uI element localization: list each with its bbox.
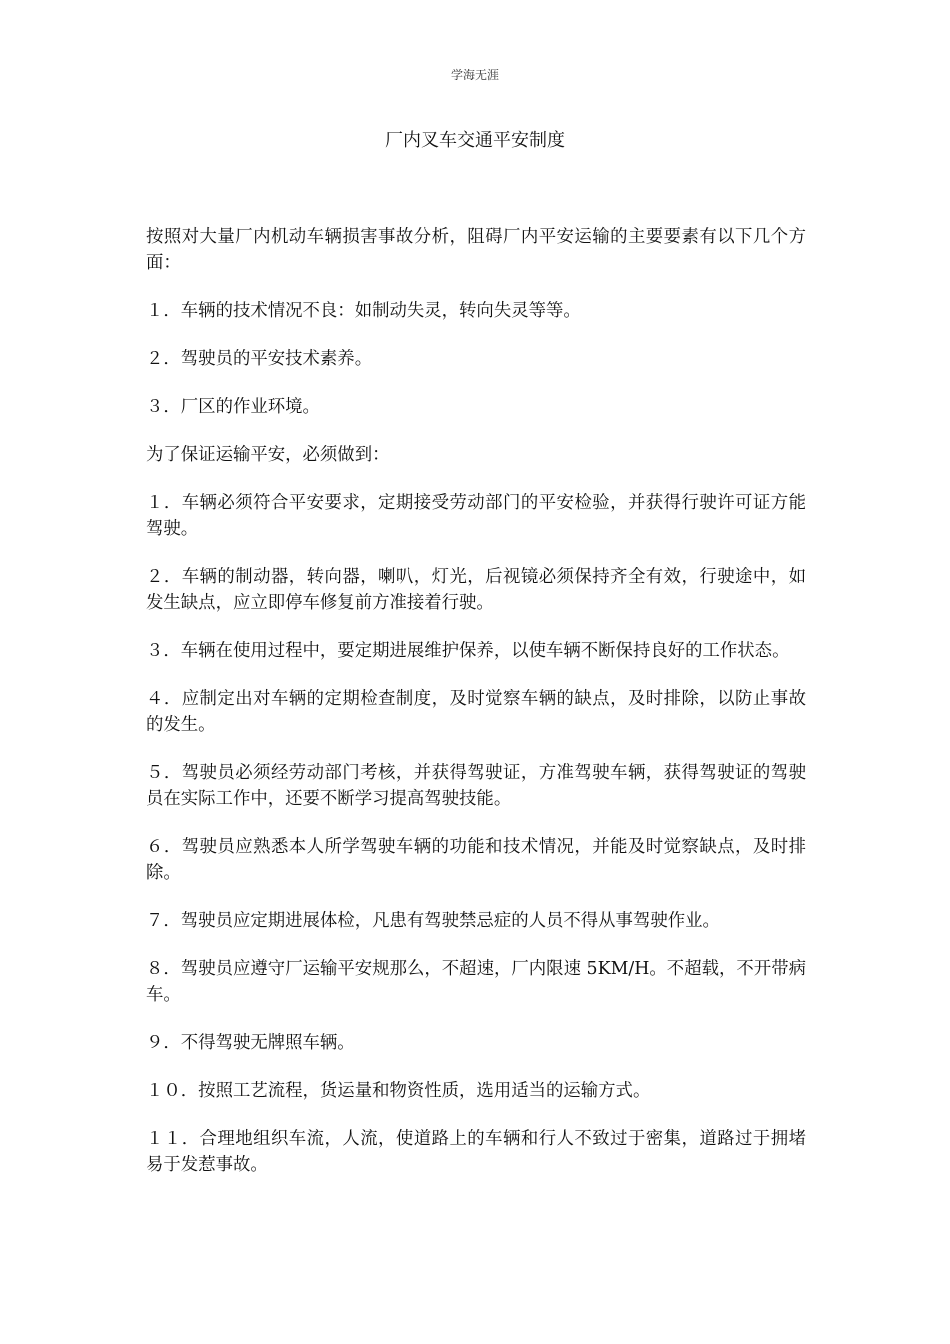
paragraph-rule-11: １１．合理地组织车流，人流，使道路上的车辆和行人不致过于密集，道路过于拥堵易于发惹事故。: [146, 1129, 806, 1175]
paragraph-rule-6: ６．驾驶员应熟悉本人所学驾驶车辆的功能和技术情况，并能及时觉察缺点，及时排除。: [146, 837, 806, 883]
paragraph-rule-8: ８．驾驶员应遵守厂运输平安规那么，不超速，厂内限速 5KM/H。不超载，不开带病车。: [146, 959, 806, 1005]
paragraph-requirements-intro: 为了保证运输平安，必须做到：: [146, 445, 390, 465]
paragraph-rule-4: ４．应制定出对车辆的定期检查制度，及时觉察车辆的缺点，及时排除，以防止事故 的发生。: [146, 689, 806, 735]
paragraph-rule-3: ３．车辆在使用过程中，要定期进展维护保养，以使车辆不断保持良好的工作状态。: [146, 641, 790, 661]
paragraph-rule-7: ７．驾驶员应定期进展体检，凡患有驾驶禁忌症的人员不得从事驾驶作业。: [146, 911, 720, 931]
paragraph-rule-9: ９．不得驾驶无牌照车辆。: [146, 1033, 355, 1053]
paragraph-rule-1: １．车辆必须符合平安要求，定期接受劳动部门的平安检验，并获得行驶许可证方能驾驶。: [146, 493, 806, 539]
paragraph-factor-2: ２．驾驶员的平安技术素养。: [146, 349, 373, 369]
paragraph-rule-5: ５．驾驶员必须经劳动部门考核，并获得驾驶证，方准驾驶车辆，获得驾驶证的驾驶员在实际工作中，还要不断学习提高驾驶技能。: [146, 763, 806, 809]
paragraph-factor-1: １．车辆的技术情况不良：如制动失灵，转向失灵等等。: [146, 301, 581, 321]
document-title: 厂内叉车交通平安制度: [385, 130, 565, 151]
paragraph-intro: 按照对大量厂内机动车辆损害事故分析，阻碍厂内平安运输的主要要素有以下几个方面：: [146, 227, 806, 273]
document-body: [146, 224, 806, 1200]
page-header: 学海无涯: [450, 68, 499, 82]
paragraph-factor-3: ３．厂区的作业环境。: [146, 397, 320, 417]
paragraph-rule-2: ２．车辆的制动器，转向器，喇叭，灯光，后视镜必须保持齐全有效，行驶途中，如发生缺点，应立即停车修复前方准接着行驶。: [146, 567, 806, 613]
paragraph-rule-10: １０．按照工艺流程，货运量和物资性质，选用适当的运输方式。: [146, 1081, 651, 1101]
